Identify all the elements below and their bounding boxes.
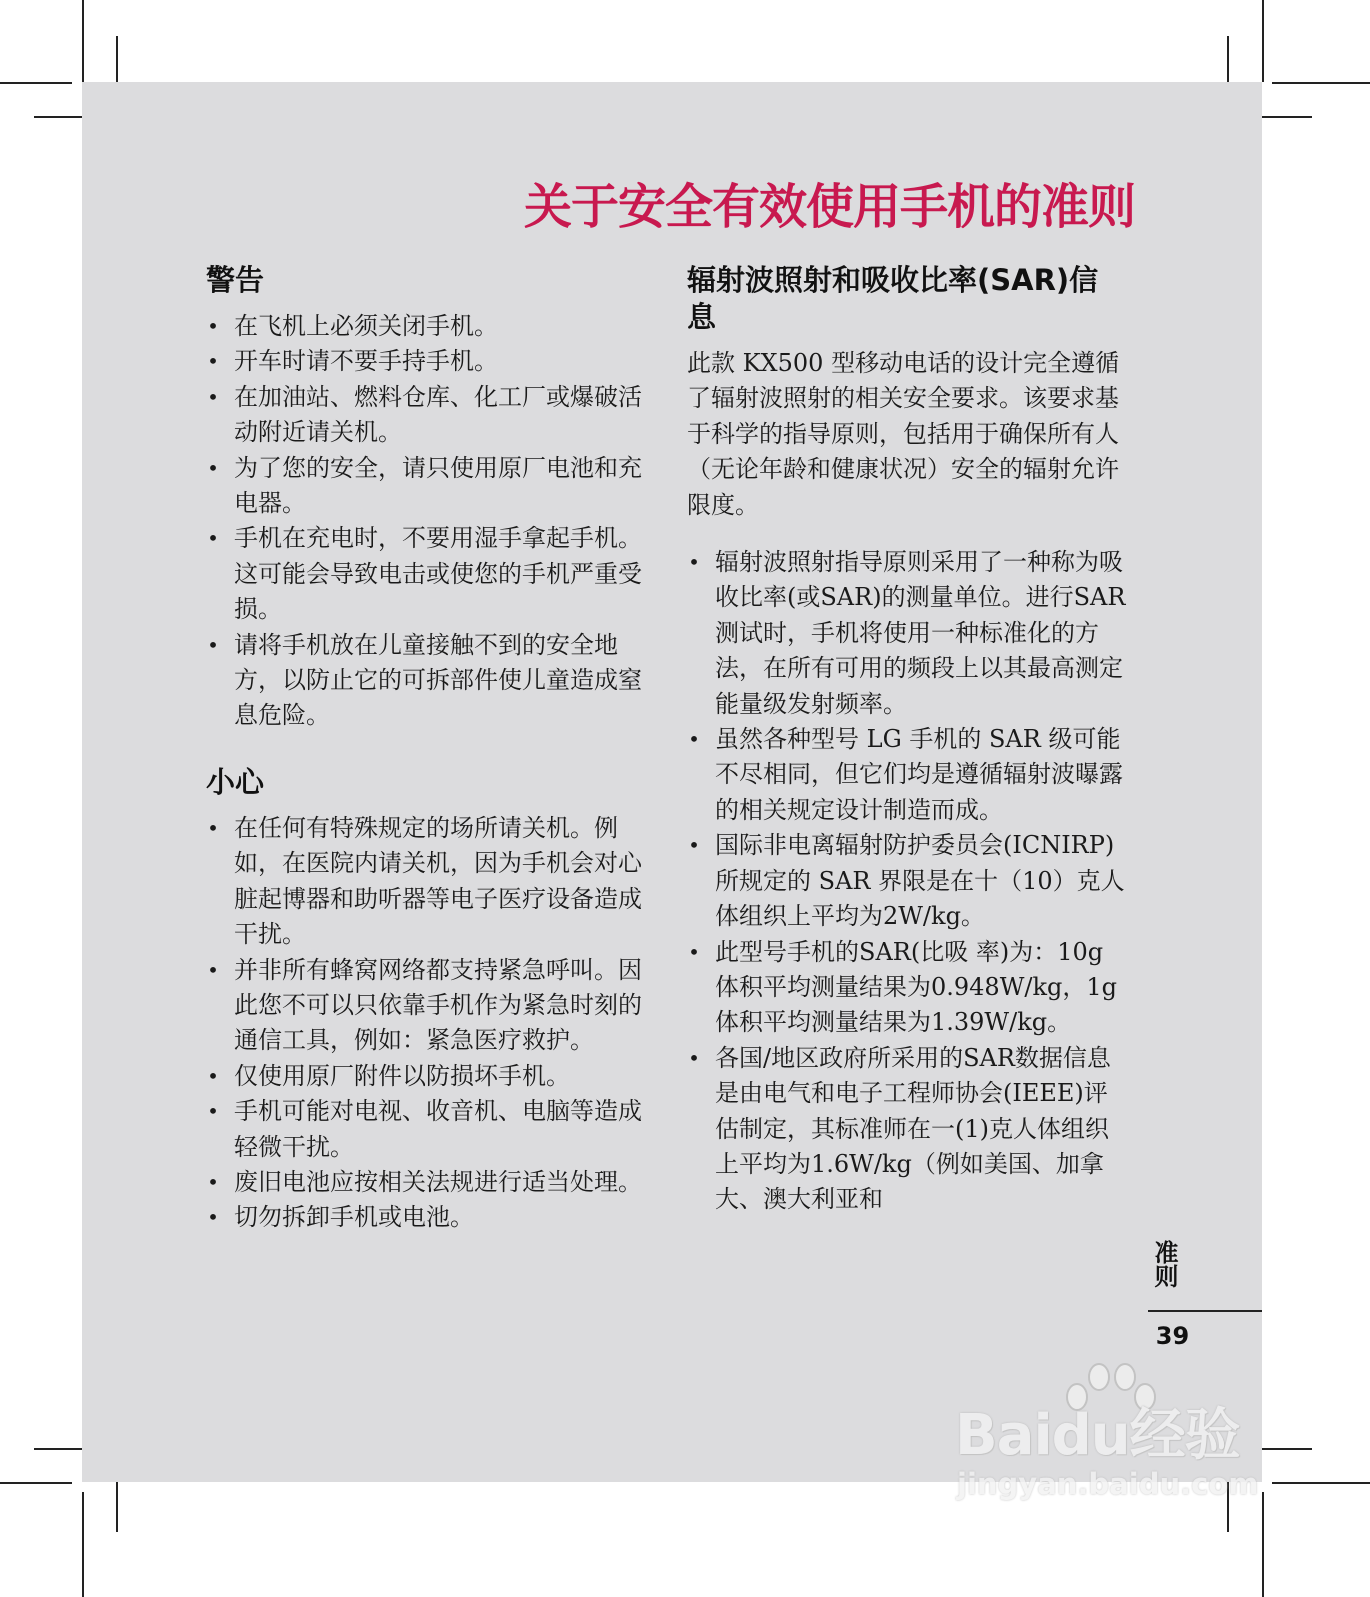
caution-list xyxy=(206,811,646,1236)
watermark-url: jingyan.baidu.com xyxy=(957,1467,1259,1501)
bullet-icon: • xyxy=(207,526,219,551)
section-side-label: 准则 xyxy=(1150,1240,1178,1288)
crop-mark xyxy=(1272,1482,1370,1484)
warning-list xyxy=(206,309,646,734)
crop-mark xyxy=(116,1474,118,1532)
list-item: • 虽然各种型号 LG 手机的 SAR 级可能不尽相同，但它们均是遵循辐射波曝露的相关规定设计制造而成。 xyxy=(687,722,1127,828)
bullet-icon: • xyxy=(688,939,700,964)
bullet-icon: • xyxy=(207,1205,219,1230)
bullet-icon: • xyxy=(207,349,219,374)
list-item: • 仅使用原厂附件以防损坏手机。 xyxy=(206,1059,646,1094)
left-column xyxy=(206,262,646,1236)
list-item: • 辐射波照射指导原则采用了一种称为吸收比率(或SAR)的测量单位。进行SAR测试时，手机将使用一种标准化的方法，在所有可用的频段上以其最高测定能量级发射频率。 xyxy=(687,545,1127,722)
bullet-icon: • xyxy=(688,833,700,858)
list-item: • 此型号手机的SAR(比吸 率)为：10g体积平均测量结果为0.948W/kg，1g体积平均测量结果为1.39W/kg。 xyxy=(687,935,1127,1041)
list-item: • 开车时请不要手持手机。 xyxy=(206,344,646,379)
crop-mark xyxy=(82,0,84,82)
bullet-icon: • xyxy=(688,1045,700,1070)
right-column xyxy=(687,262,1127,1218)
list-item: • 切勿拆卸手机或电池。 xyxy=(206,1200,646,1235)
bullet-icon: • xyxy=(207,455,219,480)
page-number: 39 xyxy=(1155,1322,1190,1350)
bullet-icon: • xyxy=(688,727,700,752)
watermark-logo: Baidu经验 xyxy=(955,1403,1240,1468)
divider xyxy=(1148,1310,1262,1312)
crop-mark xyxy=(0,82,72,84)
crop-mark xyxy=(82,1492,84,1597)
sar-heading: 辐射波照射和吸收比率(SAR)信息 xyxy=(687,263,1099,334)
list-item: • 国际非电离辐射防护委员会(ICNIRP)所规定的 SAR 界限是在十（10）克人体组织上平均为2W/kg。 xyxy=(687,828,1127,934)
list-item: • 废旧电池应按相关法规进行适当处理。 xyxy=(206,1165,646,1200)
bullet-icon: • xyxy=(688,550,700,575)
bullet-icon: • xyxy=(207,632,219,657)
list-item: • 各国/地区政府所采用的SAR数据信息是由电气和电子工程师协会(IEEE)评估制定，其标准师在一(1)克人体组织上平均为1.6W/kg（例如美国、加拿大、澳大利亚和 xyxy=(687,1041,1127,1218)
list-item: • 为了您的安全，请只使用原厂电池和充电器。 xyxy=(206,451,646,522)
bullet-icon: • xyxy=(207,1169,219,1194)
bullet-icon: • xyxy=(207,1063,219,1088)
crop-mark xyxy=(0,1482,72,1484)
warning-heading: 警告 xyxy=(206,263,265,297)
caution-heading: 小心 xyxy=(206,764,265,799)
sar-intro: 此款 KX500 型移动电话的设计完全遵循了辐射波照射的相关安全要求。该要求基于科学的指导原则，包括用于确保所有人（无论年龄和健康状况）安全的辐射允许限度。 xyxy=(687,349,1120,519)
baidu-watermark xyxy=(955,1365,1265,1515)
list-item: • 在加油站、燃料仓库、化工厂或爆破活动附近请关机。 xyxy=(206,380,646,451)
sar-list xyxy=(687,545,1127,1218)
bullet-icon: • xyxy=(207,815,219,840)
crop-mark xyxy=(1272,82,1370,84)
list-item: • 并非所有蜂窝网络都支持紧急呼叫。因此您不可以只依靠手机作为紧急时刻的通信工具，例如：紧急医疗救护。 xyxy=(206,953,646,1059)
bullet-icon: • xyxy=(207,384,219,409)
bullet-icon: • xyxy=(207,1099,219,1124)
page-title: 关于安全有效使用手机的准则 xyxy=(523,179,1135,235)
list-item: • 手机可能对电视、收音机、电脑等造成轻微干扰。 xyxy=(206,1094,646,1165)
list-item: • 在飞机上必须关闭手机。 xyxy=(206,309,646,344)
list-item: • 请将手机放在儿童接触不到的安全地方，以防止它的可拆部件使儿童造成窒息危险。 xyxy=(206,628,646,734)
list-item: • 在任何有特殊规定的场所请关机。例如，在医院内请关机，因为手机会对心脏起博器和助听器等电子医疗设备造成干扰。 xyxy=(206,811,646,953)
bullet-icon: • xyxy=(207,314,219,338)
bullet-icon: • xyxy=(207,957,219,982)
crop-mark xyxy=(1262,0,1264,82)
list-item: • 手机在充电时，不要用湿手拿起手机。这可能会导致电击或使您的手机严重受损。 xyxy=(206,521,646,627)
